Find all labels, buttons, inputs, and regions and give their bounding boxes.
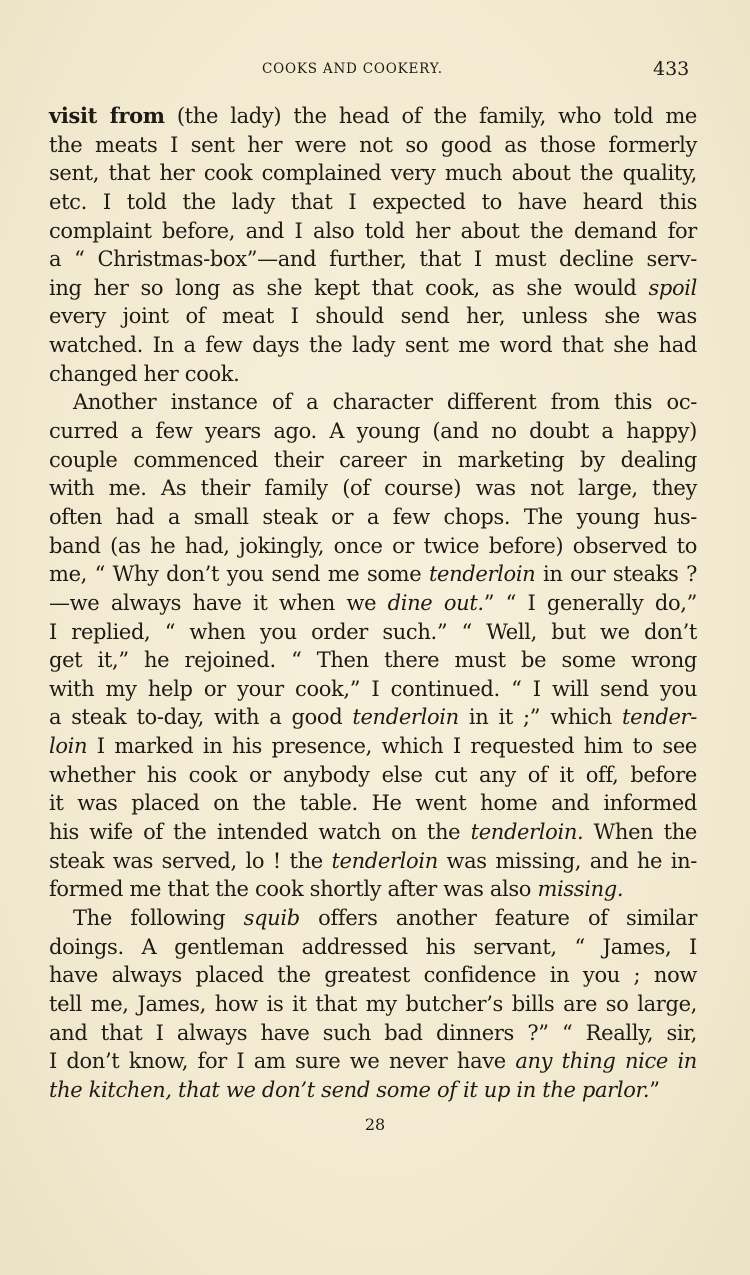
text-line — [49, 274, 697, 303]
text-segment: have always placed the greatest confidence in you ; now — [49, 963, 697, 988]
text-line — [49, 188, 697, 217]
text-line — [49, 961, 697, 990]
italic-text: the kitchen, that we don’t send some of it up in the parlor. — [49, 1077, 650, 1102]
text-segment: every joint of meat I should send her, unless she was — [49, 304, 697, 329]
running-head — [0, 58, 750, 82]
text-segment: couple commenced their career in marketing by dealing — [49, 447, 697, 472]
text-segment: in it ;” which — [458, 705, 623, 730]
page-number: 433 — [653, 58, 690, 80]
italic-text: any thing nice in — [515, 1049, 697, 1074]
text-segment: When the — [583, 820, 698, 845]
text-line — [49, 1076, 697, 1105]
text-line — [49, 904, 697, 933]
text-segment: ing her so long as she kept that cook, as she would — [49, 275, 649, 300]
text-line — [49, 847, 697, 876]
text-line — [49, 245, 697, 274]
text-line — [49, 159, 697, 188]
text-segment: sent, that her cook complained very much about the quality, — [49, 161, 697, 186]
text-line — [49, 331, 697, 360]
text-segment: ” — [649, 1077, 660, 1102]
text-line — [49, 560, 697, 589]
text-line — [49, 388, 697, 417]
text-segment: a “ Christmas-box”—and further, that I must decline serv- — [49, 247, 697, 272]
text-segment: tell me, James, how is it that my butcher’s bills are so large, — [49, 991, 697, 1016]
text-segment: formed me that the cook shortly after was also — [49, 877, 538, 902]
text-line — [49, 761, 697, 790]
text-segment: (the lady) the head of the family, who told me — [164, 104, 697, 128]
text-line — [49, 933, 697, 962]
text-segment: with my help or your cook,” I continued. “ I will send you — [49, 676, 697, 701]
text-segment: offers another feature of similar — [299, 905, 698, 930]
running-title: COOKS AND COOKERY. — [262, 61, 443, 77]
text-segment: get it,” he rejoined. “ Then there must be some wrong — [49, 648, 697, 673]
text-segment: with me. As their family (of course) was not large, they — [49, 476, 697, 501]
italic-text: tenderloin — [331, 848, 438, 873]
text-line — [49, 589, 697, 618]
text-segment: his wife of the intended watch on the — [49, 820, 471, 845]
italic-text: loin — [49, 734, 88, 759]
italic-text: tender- — [622, 705, 697, 730]
text-line — [49, 1019, 697, 1048]
text-line — [49, 618, 697, 647]
text-segment: The following — [73, 905, 244, 930]
text-segment: I marked in his presence, which I requested him to see — [87, 734, 697, 759]
text-line — [49, 1047, 697, 1076]
text-line — [49, 131, 697, 160]
text-line — [49, 646, 697, 675]
text-segment: the meats I sent her were not so good as those formerly — [49, 132, 697, 157]
text-line — [49, 217, 697, 246]
text-segment: ” “ I generally do,” — [483, 590, 697, 615]
text-segment: often had a small steak or a few chops. The young hus- — [49, 504, 697, 529]
body-text — [49, 102, 697, 1104]
text-segment: doings. A gentleman addressed his servant, “ James, I — [49, 934, 697, 959]
text-line — [49, 990, 697, 1019]
text-line — [49, 532, 697, 561]
italic-text: squib — [243, 905, 300, 930]
text-line — [49, 474, 697, 503]
text-segment: in our steaks ? — [535, 562, 697, 587]
text-segment: curred a few years ago. A young (and no doubt a happy) — [49, 419, 697, 444]
text-segment: watched. In a few days the lady sent me word that she had — [49, 333, 697, 358]
italic-text: tenderloin — [352, 705, 459, 730]
text-segment: a steak to-day, with a good — [49, 705, 353, 730]
text-segment: band (as he had, jokingly, once or twice before) observed to — [49, 533, 697, 558]
text-segment: I don’t know, for I am sure we never have — [49, 1049, 516, 1074]
text-segment: steak was served, lo ! the — [49, 848, 332, 873]
text-line — [49, 417, 697, 446]
italic-text: missing. — [537, 877, 624, 902]
signature-mark: 28 — [364, 1115, 386, 1134]
text-segment: etc. I told the lady that I expected to have heard this — [49, 189, 697, 214]
text-segment: visit from — [49, 103, 165, 128]
text-line — [49, 789, 697, 818]
text-line — [49, 102, 697, 131]
text-line — [49, 503, 697, 532]
text-segment: I replied, “ when you order such.” “ Well, but we don’t — [49, 619, 697, 644]
text-line — [49, 446, 697, 475]
text-segment: me, “ Why don’t you send me some — [49, 562, 429, 587]
text-line — [49, 732, 697, 761]
text-segment: Another instance of a character different from this oc- — [73, 390, 697, 415]
italic-text: spoil — [648, 275, 697, 300]
italic-text: tenderloin. — [470, 820, 584, 845]
text-segment: and that I always have such bad dinners ?” “ Really, sir, — [49, 1020, 697, 1045]
text-segment: changed her cook. — [49, 361, 240, 386]
text-line — [49, 703, 697, 732]
text-line — [49, 675, 697, 704]
text-segment: was missing, and he in- — [437, 848, 697, 873]
text-segment: —we always have it when we — [49, 590, 388, 615]
text-line — [49, 360, 697, 389]
text-line — [49, 818, 697, 847]
italic-text: dine out. — [387, 590, 484, 615]
text-line — [49, 302, 697, 331]
text-segment: complaint before, and I also told her about the demand for — [49, 218, 697, 243]
text-segment: it was placed on the table. He went home and informed — [49, 791, 697, 816]
text-line — [49, 875, 697, 904]
text-segment: whether his cook or anybody else cut any of it off, before — [49, 762, 697, 787]
italic-text: tenderloin — [428, 562, 536, 587]
